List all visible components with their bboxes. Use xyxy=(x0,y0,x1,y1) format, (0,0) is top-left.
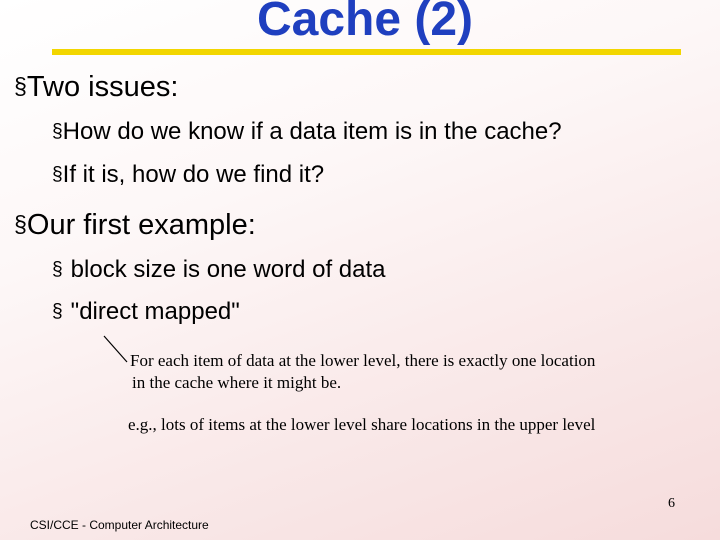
example-note: e.g., lots of items at the lower level share locations in the upper level xyxy=(128,415,596,434)
bullet-marker-icon: § xyxy=(52,301,63,323)
bullet-marker-icon: § xyxy=(52,259,63,281)
subbullet-text: If it is, how do we find it? xyxy=(62,161,325,188)
title-underline xyxy=(52,49,681,55)
annotation-line-1: For each item of data at the lower level, there is exactly one location xyxy=(130,351,596,370)
subbullet-how-find-it xyxy=(52,161,324,189)
subbullet-text: block size is one word of data xyxy=(70,256,386,283)
subbullet-text: How do we know if a data item is in the cache? xyxy=(62,118,562,145)
subbullet-block-size xyxy=(52,256,386,284)
bullet-marker-icon: § xyxy=(52,121,63,143)
page-number: 6 xyxy=(668,496,675,511)
bullet-marker-icon: § xyxy=(14,73,27,100)
annotation-line-2: in the cache where it might be. xyxy=(132,373,342,392)
bullet-text: Two issues: xyxy=(26,71,179,103)
footer-course-label: CSI/CCE - Computer Architecture xyxy=(30,518,209,532)
bullet-two-issues xyxy=(14,71,178,104)
subbullet-text: "direct mapped" xyxy=(70,298,240,325)
subbullet-know-if-in-cache xyxy=(52,118,562,146)
bullet-marker-icon: § xyxy=(52,164,63,186)
subbullet-direct-mapped xyxy=(52,298,240,326)
bullet-text: Our first example: xyxy=(26,209,256,241)
bullet-first-example xyxy=(14,209,256,242)
bullet-marker-icon: § xyxy=(14,211,27,238)
slide-title: Cache (2) xyxy=(256,0,474,46)
